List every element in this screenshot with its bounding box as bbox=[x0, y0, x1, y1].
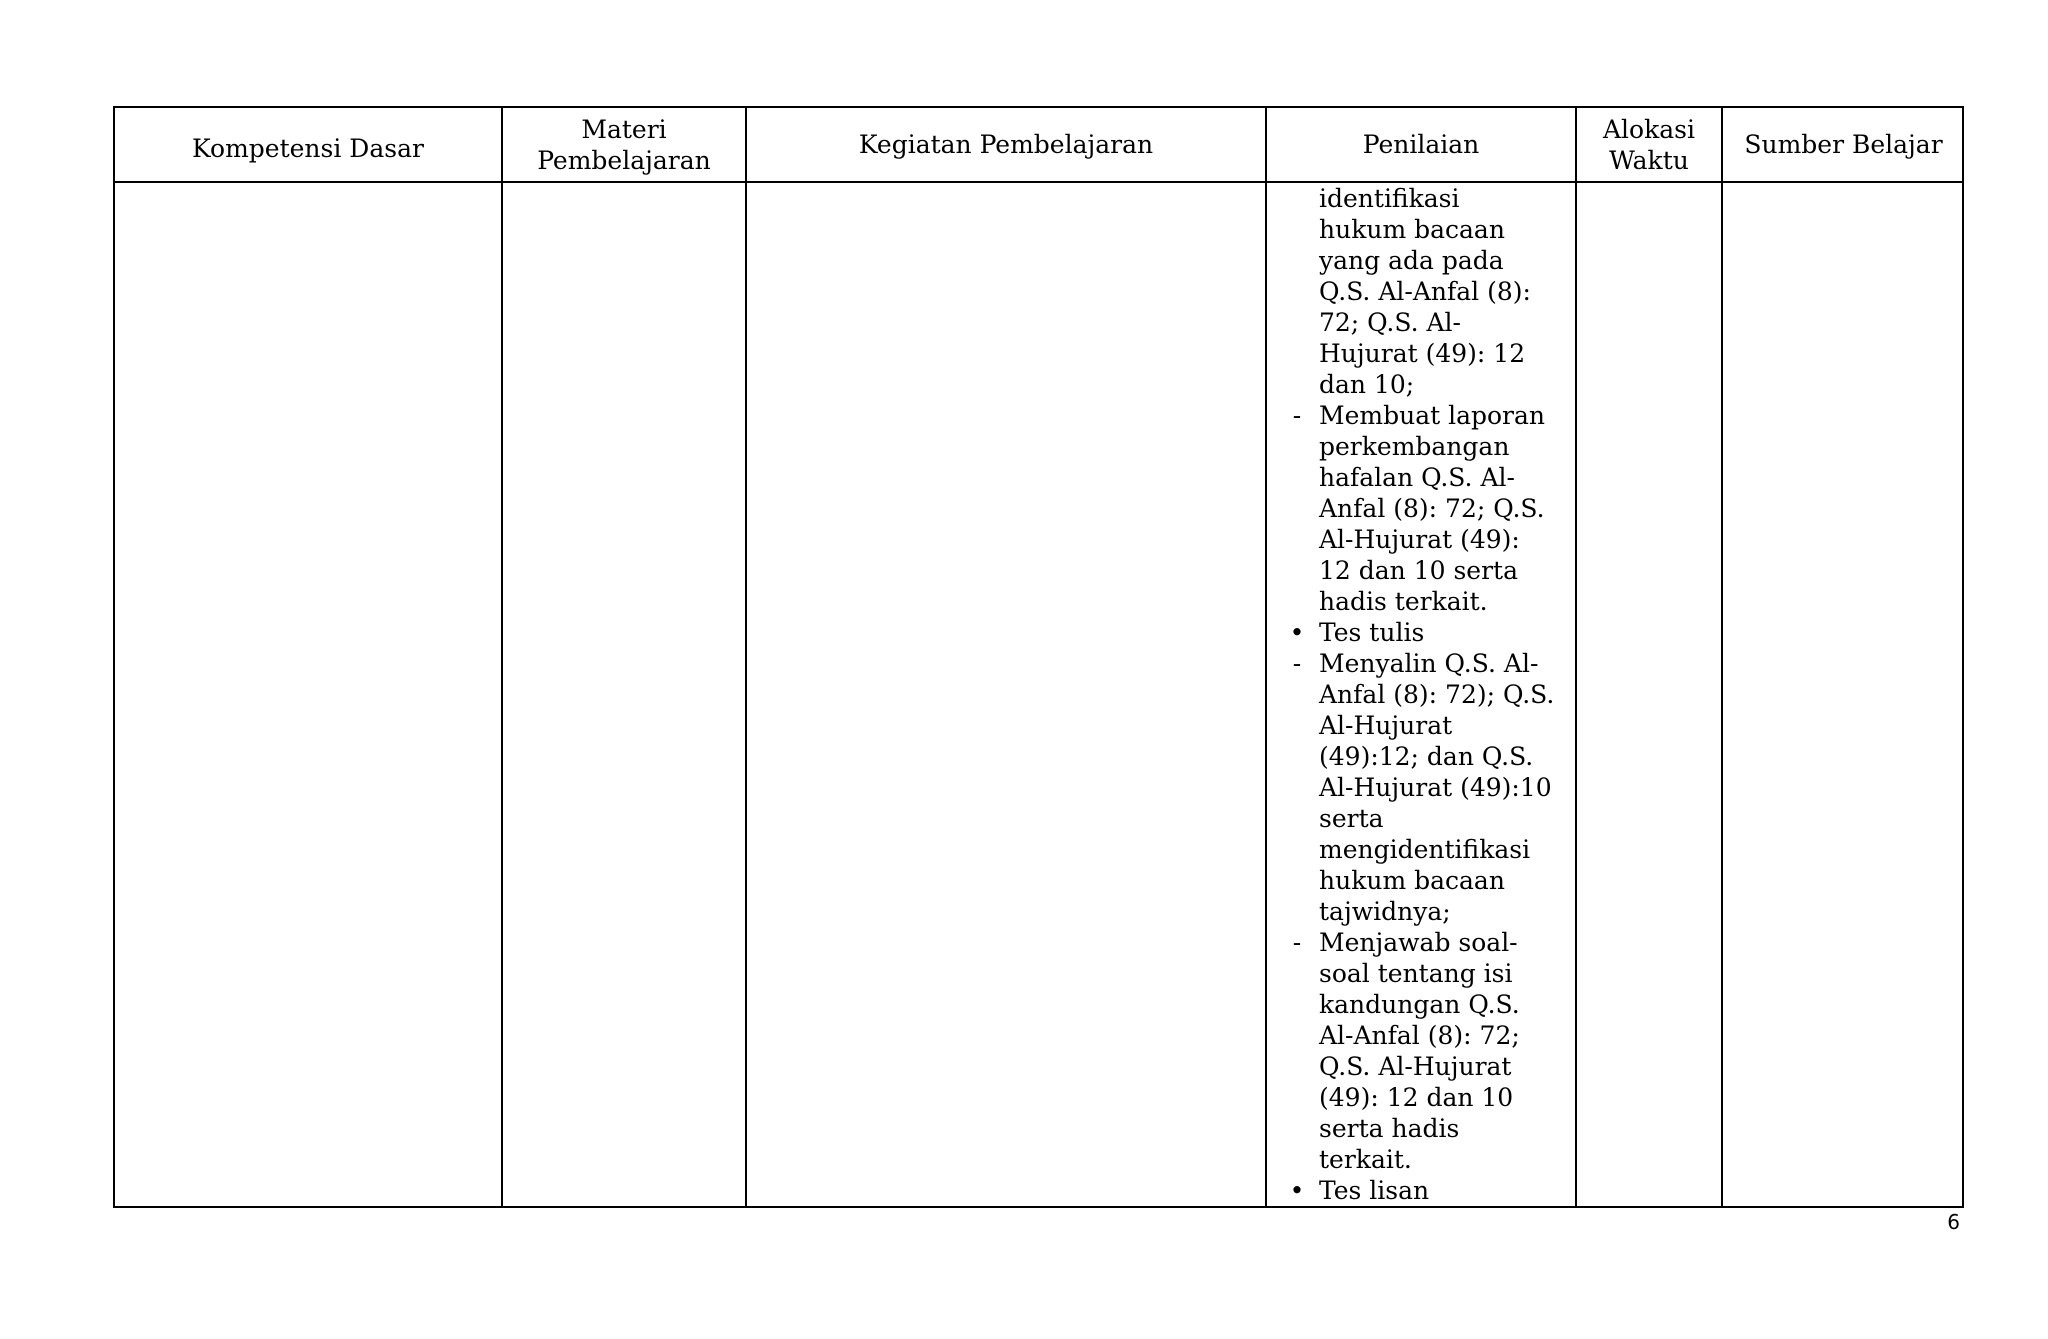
penilaian-text-line: Q.S. Al-Hujurat bbox=[1319, 1052, 1512, 1081]
header-label-line: Waktu bbox=[1609, 145, 1689, 175]
penilaian-text-line: Anfal (8): 72; Q.S. bbox=[1319, 494, 1545, 523]
bullet-marker: • bbox=[1289, 618, 1305, 647]
penilaian-text-line: mengidentifikasi bbox=[1319, 835, 1531, 864]
header-label-line: Pembelajaran bbox=[537, 145, 711, 175]
penilaian-text-line: hukum bacaan bbox=[1319, 866, 1505, 895]
header-label-line: Materi bbox=[581, 114, 667, 144]
header-kegiatan-pembelajaran bbox=[747, 108, 1265, 181]
header-label: Kompetensi Dasar bbox=[192, 134, 424, 163]
penilaian-item bbox=[1275, 927, 1583, 1175]
penilaian-text-line: hafalan Q.S. Al- bbox=[1319, 463, 1515, 492]
penilaian-text-line: terkait. bbox=[1319, 1145, 1412, 1174]
header-kompetensi-dasar bbox=[115, 108, 501, 181]
header-label: Kegiatan Pembelajaran bbox=[858, 130, 1154, 159]
penilaian-item bbox=[1275, 1175, 1583, 1206]
header-divider bbox=[115, 181, 1962, 183]
penilaian-text-line: identifikasi bbox=[1319, 184, 1460, 213]
penilaian-text-line: Menyalin Q.S. Al- bbox=[1319, 649, 1539, 678]
penilaian-text-line: serta bbox=[1319, 804, 1384, 833]
penilaian-text-line: Al-Hujurat (49): bbox=[1319, 525, 1520, 554]
dash-marker: - bbox=[1292, 928, 1302, 957]
penilaian-item bbox=[1275, 617, 1583, 648]
bullet-marker: • bbox=[1289, 1176, 1305, 1205]
penilaian-text-line: Hujurat (49): 12 bbox=[1319, 339, 1526, 368]
penilaian-text-line: hukum bacaan bbox=[1319, 215, 1505, 244]
penilaian-text-line: (49):12; dan Q.S. bbox=[1319, 742, 1534, 771]
penilaian-text-line: Tes tulis bbox=[1319, 618, 1425, 647]
penilaian-text-line: Q.S. Al-Anfal (8): bbox=[1319, 277, 1531, 306]
penilaian-item bbox=[1275, 183, 1583, 400]
column-divider bbox=[1721, 108, 1723, 1206]
penilaian-text-line: Al-Hujurat (49):10 bbox=[1319, 773, 1552, 802]
penilaian-text-line: Al-Anfal (8): 72; bbox=[1319, 1021, 1520, 1050]
column-divider bbox=[745, 108, 747, 1206]
penilaian-text-line: perkembangan bbox=[1319, 432, 1510, 461]
penilaian-text-line: Menjawab soal- bbox=[1319, 928, 1518, 957]
penilaian-text-line: 12 dan 10 serta bbox=[1319, 556, 1518, 585]
header-label: Sumber Belajar bbox=[1744, 130, 1943, 159]
penilaian-text-line: hadis terkait. bbox=[1319, 587, 1488, 616]
header-sumber-belajar bbox=[1723, 108, 1964, 181]
dash-marker: - bbox=[1292, 649, 1302, 678]
header-materi-pembelajaran bbox=[503, 108, 745, 181]
penilaian-text-line: (49): 12 dan 10 bbox=[1319, 1083, 1514, 1112]
penilaian-text-line: yang ada pada bbox=[1319, 246, 1504, 275]
column-divider bbox=[1265, 108, 1267, 1206]
header-label: Penilaian bbox=[1362, 130, 1480, 159]
penilaian-text-line: Membuat laporan bbox=[1319, 401, 1546, 430]
penilaian-text-line: soal tentang isi bbox=[1319, 959, 1513, 988]
penilaian-text-line: Al-Hujurat bbox=[1319, 711, 1453, 740]
penilaian-text-line: tajwidnya; bbox=[1319, 897, 1451, 926]
penilaian-item bbox=[1275, 648, 1583, 927]
penilaian-text-line: kandungan Q.S. bbox=[1319, 990, 1520, 1019]
penilaian-item bbox=[1275, 400, 1583, 617]
header-alokasi-waktu bbox=[1577, 108, 1721, 181]
header-penilaian bbox=[1267, 108, 1575, 181]
penilaian-text-line: serta hadis bbox=[1319, 1114, 1460, 1143]
dash-marker: - bbox=[1292, 401, 1302, 430]
penilaian-text-line: 72; Q.S. Al- bbox=[1319, 308, 1462, 337]
header-label-line: Alokasi bbox=[1603, 114, 1695, 144]
page-number: 6 bbox=[1947, 1210, 1960, 1234]
penilaian-text-line: Anfal (8): 72); Q.S. bbox=[1319, 680, 1555, 709]
column-divider bbox=[501, 108, 503, 1206]
penilaian-cell bbox=[1275, 183, 1583, 1206]
penilaian-text-line: dan 10; bbox=[1319, 370, 1415, 399]
penilaian-text-line: Tes lisan bbox=[1319, 1176, 1430, 1205]
rpp-table bbox=[113, 106, 1964, 1208]
